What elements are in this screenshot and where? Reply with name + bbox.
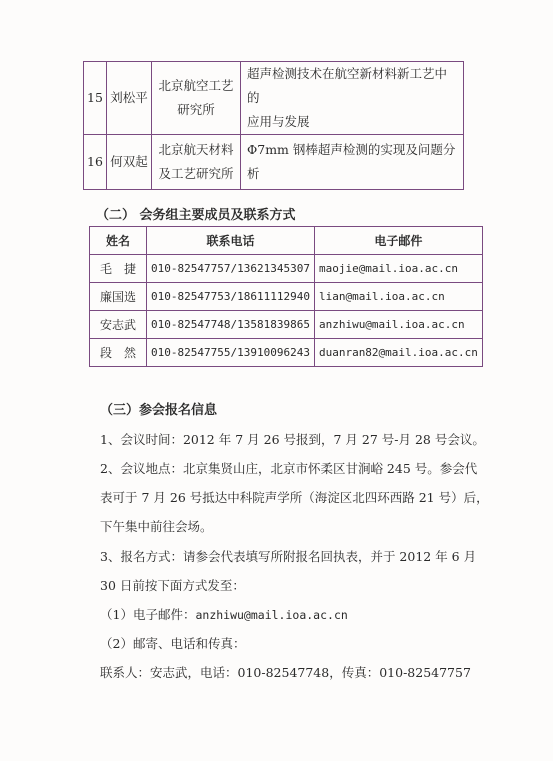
header-email: 电子邮件 (314, 227, 482, 255)
contact-name: 安志武 (90, 311, 147, 339)
section3-heading: （三）参会报名信息 (100, 403, 218, 418)
meeting-location-cont: 表可于 7 月 26 号抵达中科院声学所（海淀区北四环西路 21 号）后， (100, 490, 489, 505)
row-number: 16 (84, 135, 107, 190)
table-row (90, 339, 483, 367)
speaker-name: 刘松平 (107, 62, 152, 135)
contact-person: 联系人：安志武，电话：010-82547748，传真：010-82547757 (100, 665, 471, 680)
talk-topic: 超声检测技术在航空新材料新工艺中的 应用与发展 (241, 62, 464, 135)
contact-email[interactable]: anzhiwu@mail.ioa.ac.cn (314, 311, 482, 339)
speaker-name: 何双起 (107, 135, 152, 190)
meeting-time: 1、会议时间：2012 年 7 月 26 号报到，7 月 27 号-月 28 号会议。 (100, 432, 485, 447)
contact-name: 廉国选 (90, 283, 147, 311)
speaker-org: 北京航天材料 及工艺研究所 (152, 135, 241, 190)
registration-mail-phone-fax: （2）邮寄、电话和传真： (100, 636, 246, 651)
contact-table (89, 226, 483, 367)
header-name: 姓名 (90, 227, 147, 255)
table-header-row (90, 227, 483, 255)
header-phone: 联系电话 (147, 227, 315, 255)
registration-email: （1）电子邮件：anzhiwu@mail.ioa.ac.cn (100, 607, 348, 622)
talk-topic: Φ7mm 钢棒超声检测的实现及问题分析 (241, 135, 464, 190)
table-row (90, 311, 483, 339)
section2-heading: （二） 会务组主要成员及联系方式 (96, 208, 296, 223)
speaker-table (83, 61, 464, 190)
table-row (84, 62, 464, 135)
row-number: 15 (84, 62, 107, 135)
table-row (90, 255, 483, 283)
table-row (84, 135, 464, 190)
contact-phone: 010-82547755/13910096243 (147, 339, 315, 367)
table-row (90, 283, 483, 311)
meeting-location-cont2: 下午集中前往会场。 (100, 519, 213, 534)
contact-phone: 010-82547753/18611112940 (147, 283, 315, 311)
contact-name: 毛 捷 (90, 255, 147, 283)
meeting-location: 2、会议地点：北京集贤山庄，北京市怀柔区甘涧峪 245 号。参会代 (100, 461, 478, 476)
registration-method: 3、报名方式：请参会代表填写所附报名回执表，并于 2012 年 6 月 (100, 549, 477, 564)
contact-phone: 010-82547748/13581839865 (147, 311, 315, 339)
contact-email[interactable]: maojie@mail.ioa.ac.cn (314, 255, 482, 283)
contact-email[interactable]: lian@mail.ioa.ac.cn (314, 283, 482, 311)
registration-email-address[interactable]: anzhiwu@mail.ioa.ac.cn (195, 608, 348, 622)
speaker-org: 北京航空工艺 研究所 (152, 62, 241, 135)
contact-name: 段 然 (90, 339, 147, 367)
registration-deadline: 30 日前按下面方式发至： (100, 578, 245, 593)
contact-email[interactable]: duanran82@mail.ioa.ac.cn (314, 339, 482, 367)
contact-phone: 010-82547757/13621345307 (147, 255, 315, 283)
